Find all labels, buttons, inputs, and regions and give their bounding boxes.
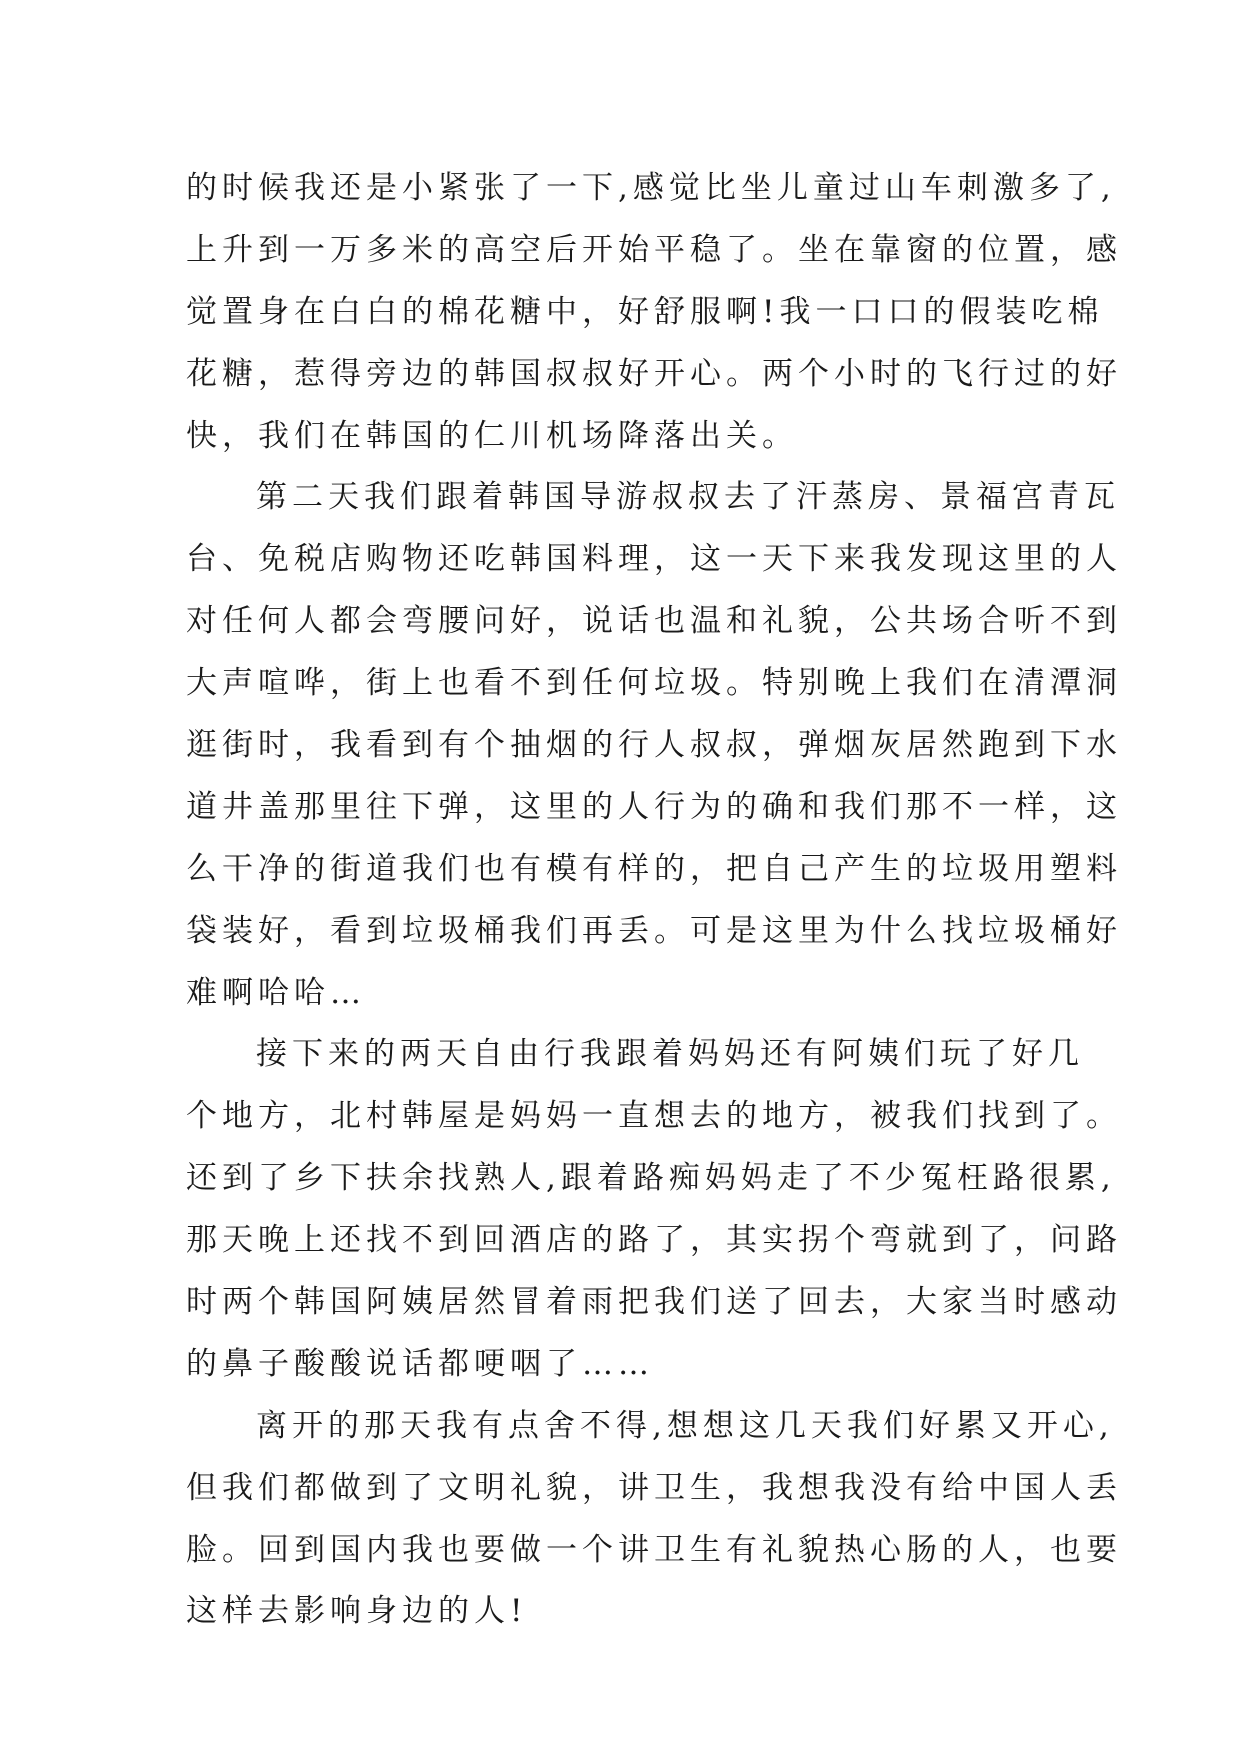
text-line: 个地方，北村韩屋是妈妈一直想去的地方，被我们找到了。 [186,1098,1122,1135]
text-line: 道井盖那里往下弹，这里的人行为的确和我们那不一样，这 [186,788,1122,825]
text-line: 时两个韩国阿姨居然冒着雨把我们送了回去，大家当时感动 [186,1284,1122,1321]
text-line: 觉置身在白白的棉花糖中，好舒服啊!我一口口的假装吃棉 [186,293,1104,330]
text-line: 花糖，惹得旁边的韩国叔叔好开心。两个小时的飞行过的好 [186,355,1122,392]
text-line: 脸。回到国内我也要做一个讲卫生有礼貌热心肠的人，也要 [186,1531,1122,1568]
text-line: 袋装好，看到垃圾桶我们再丢。可是这里为什么找垃圾桶好 [186,912,1122,949]
text-line: 难啊哈哈… [186,974,366,1011]
text-line: 但我们都做到了文明礼貌，讲卫生，我想我没有给中国人丢 [186,1469,1122,1506]
text-line: 那天晚上还找不到回酒店的路了，其实拐个弯就到了，问路 [186,1222,1122,1259]
paragraph-start-line: 第二天我们跟着韩国导游叔叔去了汗蒸房、景福宫青瓦 [256,479,1120,516]
text-line: 还到了乡下扶余找熟人,跟着路痴妈妈走了不少冤枉路很累, [186,1160,1116,1197]
paragraph-start-line: 离开的那天我有点舍不得,想想这几天我们好累又开心, [256,1407,1114,1444]
text-line: 大声喧哗，街上也看不到任何垃圾。特别晚上我们在清潭洞 [186,665,1122,702]
text-line: 上升到一万多米的高空后开始平稳了。坐在靠窗的位置，感 [186,231,1122,268]
text-line: 这样去影响身边的人! [186,1593,528,1630]
body-text [186,158,1122,1643]
text-line: 的鼻子酸酸说话都哽咽了…… [186,1345,654,1382]
text-line: 快，我们在韩国的仁川机场降落出关。 [186,417,798,454]
text-line: 对任何人都会弯腰问好，说话也温和礼貌，公共场合听不到 [186,603,1122,640]
text-line: 的时候我还是小紧张了一下,感觉比坐儿童过山车刺激多了, [186,170,1116,206]
text-line: 逛街时，我看到有个抽烟的行人叔叔，弹烟灰居然跑到下水 [186,727,1122,764]
paragraph-start-line: 接下来的两天自由行我跟着妈妈还有阿姨们玩了好几 [256,1036,1084,1073]
text-line: 台、免税店购物还吃韩国料理，这一天下来我发现这里的人 [186,541,1122,578]
text-line: 么干净的街道我们也有模有样的，把自己产生的垃圾用塑料 [186,850,1122,887]
